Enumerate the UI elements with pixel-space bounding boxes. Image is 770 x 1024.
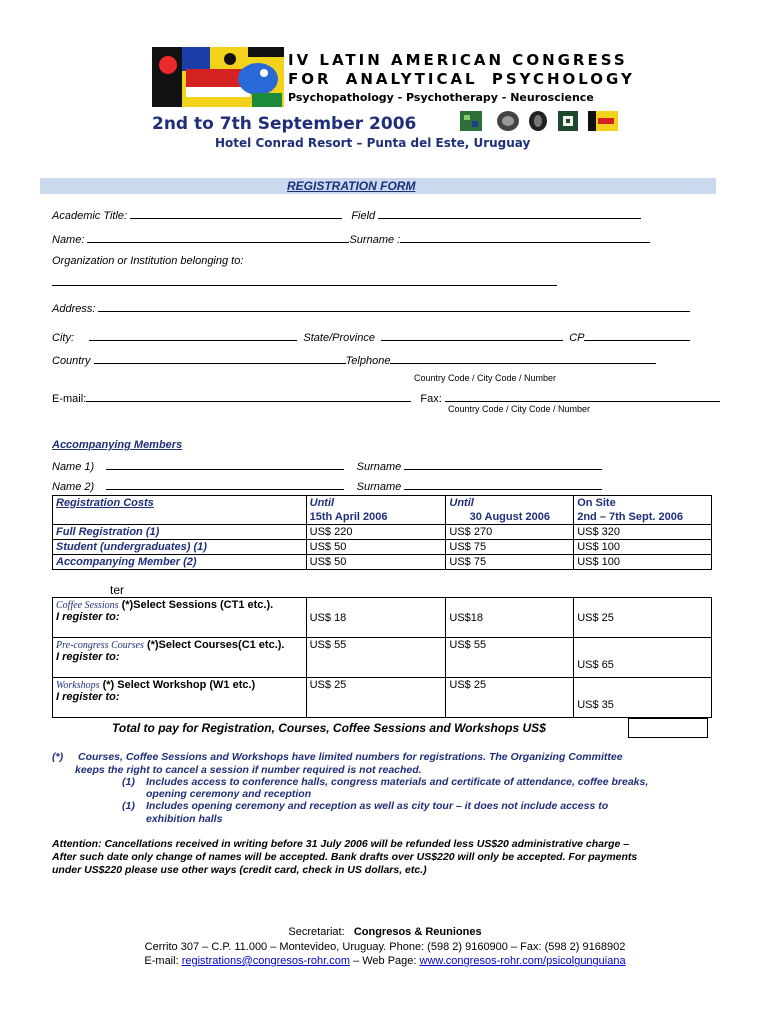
costs-header-label: Registration Costs bbox=[53, 496, 307, 525]
costs-col1-date: 15th April 2006 bbox=[306, 510, 446, 525]
cost-value: US$ 100 bbox=[574, 540, 712, 555]
costs-col3-date: 2nd – 7th Sept. 2006 bbox=[574, 510, 712, 525]
attention-line2: After such date only change of names will be accepted. Bank drafts over US$220 will only be accepted. For payments bbox=[52, 851, 638, 863]
note-line2: keeps the right to cancel a session if number required is not reached. bbox=[75, 764, 422, 776]
table-row bbox=[53, 540, 712, 555]
session-row bbox=[53, 638, 712, 678]
organization-field[interactable] bbox=[52, 274, 557, 286]
accompanying-name2-field[interactable] bbox=[106, 479, 344, 490]
cost-label: Student (undergraduates) (1) bbox=[53, 540, 307, 555]
cost-value: US$ 220 bbox=[306, 525, 446, 540]
state-field[interactable] bbox=[381, 330, 563, 341]
accompanying-heading: Accompanying Members bbox=[52, 439, 183, 451]
session-value: US$ 18 bbox=[306, 598, 446, 638]
academic-title-label: Academic Title: bbox=[52, 210, 128, 222]
costs-col3-top: On Site bbox=[574, 496, 712, 511]
surname-label: Surname : bbox=[349, 234, 401, 246]
session-kind: Coffee Sessions bbox=[56, 600, 119, 611]
costs-col2-top: Until bbox=[446, 496, 574, 511]
session-row bbox=[53, 598, 712, 638]
registration-costs-table bbox=[52, 495, 712, 570]
fax-field[interactable] bbox=[445, 391, 720, 402]
session-value: US$ 25 bbox=[306, 678, 446, 718]
table-row bbox=[53, 525, 712, 540]
city-field[interactable] bbox=[89, 330, 297, 341]
country-field[interactable] bbox=[94, 353, 346, 364]
accompanying-surname1-label: Surname bbox=[356, 461, 402, 473]
address-label: Address: bbox=[52, 303, 96, 315]
note1-line2: opening ceremony and reception bbox=[146, 788, 312, 800]
decorative-icons bbox=[460, 110, 620, 132]
attention-line1: Attention: Cancellations received in writing before 31 July 2006 will be refunded less US$20 administrative charge – bbox=[52, 838, 630, 850]
address-field[interactable] bbox=[98, 301, 690, 312]
name-label: Name: bbox=[52, 234, 85, 246]
name-field[interactable] bbox=[87, 232, 349, 243]
cost-label: Accompanying Member (2) bbox=[53, 555, 307, 570]
sessions-table bbox=[52, 597, 712, 718]
costs-header-row bbox=[53, 496, 712, 511]
session-register: I register to: bbox=[56, 691, 120, 703]
fax-label: Fax: bbox=[420, 393, 442, 405]
organization-label: Organization or Institution belonging to: bbox=[52, 255, 244, 267]
accompanying-name1-field[interactable] bbox=[106, 459, 344, 470]
telphone-field[interactable] bbox=[390, 353, 656, 364]
session-value: US$ 65 bbox=[574, 638, 712, 678]
session-value: US$ 55 bbox=[446, 638, 574, 678]
phone-hint: Country Code / City Code / Number bbox=[414, 373, 557, 383]
note2-line1: Includes opening ceremony and reception as well as city tour – it does not include access to bbox=[146, 800, 609, 812]
session-register: I register to: bbox=[56, 651, 120, 663]
stray-text: ter bbox=[110, 583, 125, 597]
cp-label: CP bbox=[569, 332, 585, 344]
attention-line3: under US$220 please use other ways (credit card, check in US dollars, etc.) bbox=[52, 864, 427, 876]
congress-logo bbox=[152, 47, 284, 107]
session-select: (*)Select Courses(C1 etc.). bbox=[146, 639, 285, 651]
state-label: State/Province bbox=[303, 332, 375, 344]
costs-col2-date: 30 August 2006 bbox=[446, 510, 574, 525]
field-label: Field bbox=[351, 210, 376, 222]
congress-title-line2: FOR ANALYTICAL PSYCHOLOGY bbox=[288, 70, 635, 88]
congress-subtitle: Psychopathology - Psychotherapy - Neuroscience bbox=[288, 91, 594, 104]
session-row bbox=[53, 678, 712, 718]
cost-label: Full Registration (1) bbox=[53, 525, 307, 540]
surname-field[interactable] bbox=[400, 232, 650, 243]
country-label: Country bbox=[52, 355, 91, 367]
city-label: City: bbox=[52, 332, 74, 344]
total-input[interactable] bbox=[628, 718, 708, 738]
accompanying-surname2-field[interactable] bbox=[404, 479, 602, 490]
cost-value: US$ 50 bbox=[306, 555, 446, 570]
congress-title-line1: IV LATIN AMERICAN CONGRESS bbox=[288, 51, 628, 69]
cost-value: US$ 75 bbox=[446, 555, 574, 570]
academic-title-field[interactable] bbox=[130, 208, 342, 219]
note-star: (*) bbox=[52, 751, 64, 763]
cost-value: US$ 100 bbox=[574, 555, 712, 570]
note1-line1: Includes access to conference halls, congress materials and certificate of attendance, coffee breaks, bbox=[146, 776, 649, 788]
total-label: Total to pay for Registration, Courses, Coffee Sessions and Workshops US$ bbox=[112, 721, 546, 735]
form-title: REGISTRATION FORM bbox=[287, 179, 416, 193]
table-row bbox=[53, 555, 712, 570]
secretariat-name: Congresos & Reuniones bbox=[353, 926, 482, 938]
costs-col1-top: Until bbox=[306, 496, 446, 511]
cost-value: US$ 50 bbox=[306, 540, 446, 555]
footer-web-link[interactable]: www.congresos-rohr.com/psicolgunguiana bbox=[419, 955, 626, 967]
session-value: US$ 35 bbox=[574, 678, 712, 718]
session-kind: Workshops bbox=[56, 680, 100, 691]
cost-value: US$ 270 bbox=[446, 525, 574, 540]
footer-address: Cerrito 307 – C.P. 11.000 – Montevideo, Uruguay. Phone: (598 2) 9160900 – Fax: (598 2) 9168902 bbox=[144, 941, 626, 953]
session-register: I register to: bbox=[56, 611, 120, 623]
note2-marker: (1) bbox=[122, 800, 135, 812]
session-value: US$ 25 bbox=[446, 678, 574, 718]
note1-marker: (1) bbox=[122, 776, 135, 788]
telphone-label: Telphone bbox=[345, 355, 391, 367]
note-line1: Courses, Coffee Sessions and Workshops have limited numbers for registrations. The Organizing Committee bbox=[78, 751, 623, 763]
email-label: E-mail: bbox=[52, 393, 87, 405]
footer-web-label: – Web Page: bbox=[353, 955, 417, 967]
session-value: US$18 bbox=[446, 598, 574, 638]
secretariat-label: Secretariat: bbox=[288, 926, 345, 938]
footer-email-link[interactable]: registrations@congresos-rohr.com bbox=[181, 955, 350, 967]
session-value: US$ 55 bbox=[306, 638, 446, 678]
session-value: US$ 25 bbox=[574, 598, 712, 638]
accompanying-surname1-field[interactable] bbox=[404, 459, 602, 470]
field-field[interactable] bbox=[378, 208, 641, 219]
session-select: (*) Select Workshop (W1 etc.) bbox=[102, 679, 256, 691]
footer-email-label: E-mail: bbox=[144, 955, 179, 967]
cost-value: US$ 75 bbox=[446, 540, 574, 555]
note2-line2: exhibition halls bbox=[146, 813, 223, 825]
accompanying-surname2-label: Surname bbox=[356, 481, 402, 493]
accompanying-name2-label: Name 2) bbox=[52, 481, 95, 493]
cp-field[interactable] bbox=[584, 330, 690, 341]
session-select: (*)Select Sessions (CT1 etc.). bbox=[121, 599, 274, 611]
email-field[interactable] bbox=[86, 391, 411, 402]
fax-hint: Country Code / City Code / Number bbox=[448, 404, 591, 414]
session-kind: Pre-congress Courses bbox=[56, 640, 144, 651]
venue: Hotel Conrad Resort – Punta del Este, Uruguay bbox=[215, 136, 531, 150]
cost-value: US$ 320 bbox=[574, 525, 712, 540]
congress-dates: 2nd to 7th September 2006 bbox=[152, 114, 417, 134]
accompanying-name1-label: Name 1) bbox=[52, 461, 95, 473]
